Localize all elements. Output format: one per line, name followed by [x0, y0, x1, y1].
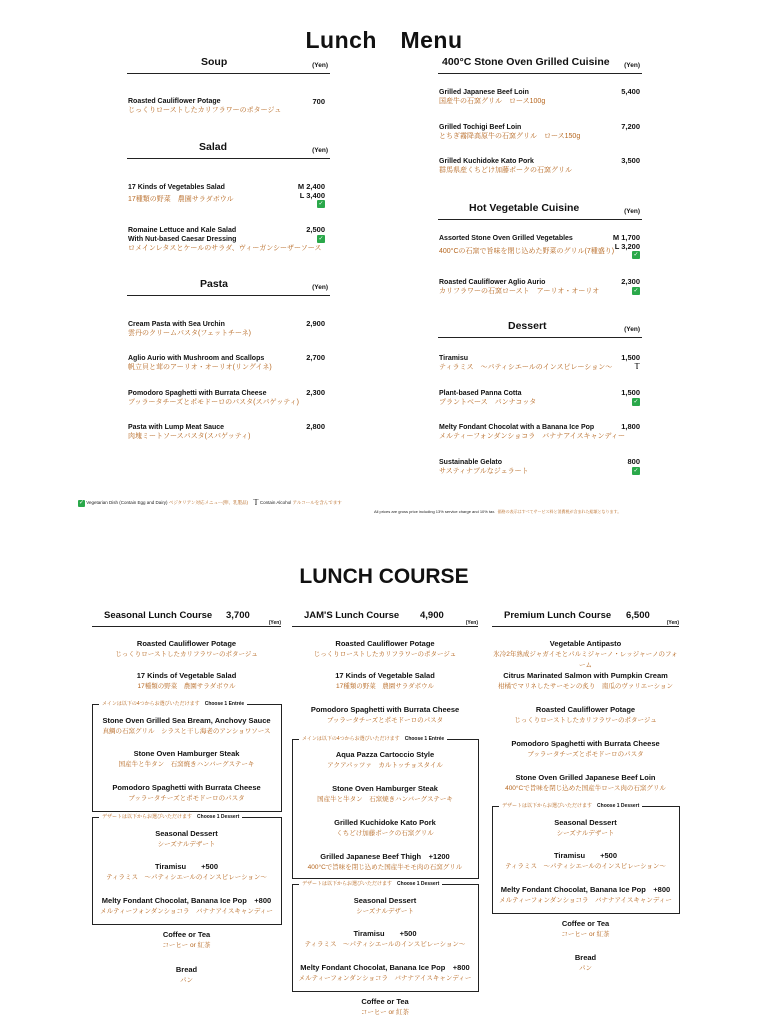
premium-course-column	[492, 606, 679, 976]
vegetarian-leaf-icon: ✓	[78, 499, 85, 506]
vegetarian-leaf-icon: ✓	[633, 398, 639, 405]
menu-price: 1,500 𝕋	[621, 353, 640, 371]
dessert-title: Dessert	[508, 320, 547, 332]
course-item: Pomodoro Spaghetti with Burrata Cheese ブッラータチーズとポモドーロのパスタ	[310, 705, 460, 724]
jams-course-header: JAM'S Lunch Course 4,900 (Yen)	[292, 606, 478, 627]
yen-label: (Yen)	[312, 62, 328, 69]
menu-price: 2,300	[306, 388, 325, 397]
menu-item: Pomodoro Spaghetti with Burrata Cheese ブッラータチーズとポモドーロのパスタ(スパゲッティ)	[128, 390, 299, 406]
premium-course-header: Premium Lunch Course 6,500 (Yen)	[492, 606, 679, 627]
course-item: Seasonal Dessert シーズナルデザート	[155, 829, 218, 848]
menu-price: M 2,400 L 3,400 ✓	[297, 182, 325, 208]
yen-label: (Yen)	[312, 284, 328, 291]
course-item: Grilled Kuchidoke Kato Pork くちどけ加藤ポークの石窯グリル	[334, 818, 436, 837]
menu-price: 5,400	[621, 87, 640, 96]
menu-item: Aglio Aurio with Mushroom and Scallops 帆立貝と茸のアーリオ・オーリオ(リングイネ)	[128, 355, 272, 371]
yen-label: (Yen)	[624, 208, 640, 215]
course-item: 17 Kinds of Vegetable Salad 17種類の野菜 農園サラダボウル	[136, 671, 237, 690]
course-item: Roasted Cauliflower Potage じっくりローストしたカリフラワーのポタージュ	[115, 639, 258, 658]
course-item: Seasonal Dessert シーズナルデザート	[353, 896, 417, 915]
vegetarian-leaf-icon: ✓	[633, 287, 639, 294]
course-item: Tiramisu +500 ティラミス ～パティシエールのインスピレーション～	[106, 862, 267, 881]
menu-price: M 1,700 L 3,200 ✓	[612, 233, 640, 259]
menu-item: Tiramisu ティラミス ～パティシエールのインスピレーション～	[439, 355, 613, 371]
menu-price: 7,200	[621, 122, 640, 131]
menu-price: 2,900	[306, 319, 325, 328]
vegetarian-leaf-icon: ✓	[633, 467, 639, 474]
course-item: Melty Fondant Chocolat, Banana Ice Pop +800 メルティーフォンダンショコラ バナナアイスキャンディー	[499, 885, 672, 904]
menu-item: Plant-based Panna Cotta プラントベース パンナコッタ	[439, 390, 537, 406]
pasta-section-header	[127, 278, 330, 296]
vegetarian-leaf-icon: ✓	[318, 235, 324, 242]
course-item: Coffee or Tea コーヒー or 紅茶	[360, 997, 410, 1016]
menu-item: Cream Pasta with Sea Urchin 雲丹のクリームパスタ(フェットチーネ)	[128, 321, 251, 337]
course-item: Tiramisu +500 ティラミス ～パティシエールのインスピレーション～	[304, 929, 466, 948]
menu-price: 700	[312, 97, 325, 106]
course-item: Roasted Cauliflower Potage じっくりローストしたカリフラワーのポタージュ	[514, 705, 657, 724]
course-item: Grilled Japanese Beef Thigh +1200 400°Cで旨味を閉じ込めた国産牛モモ肉の石窯グリル	[307, 852, 463, 871]
menu-item: Grilled Tochigi Beef Loin とちぎ霧降高原牛の石窯グリル ロース150g	[439, 124, 581, 140]
menu-item: Pasta with Lump Meat Sauce 肉塊ミートソースパスタ(スパゲッティ)	[128, 424, 251, 440]
course-item: Stone Oven Hamburger Steak 国産牛と牛タン 石窯焼きハンバーグステーキ	[317, 784, 453, 803]
course-item: Tiramisu +500 ティラミス ～パティシエールのインスピレーション～	[505, 851, 666, 870]
dessert-choice-box: デザートは以下からお選びいただけます Choose 1 Dessert	[92, 817, 282, 925]
hot-vegetable-title: Hot Vegetable Cuisine	[469, 202, 580, 214]
entree-choice-box: メインは以下の4つからお選びいただけます Choose 1 Entrée	[92, 704, 282, 812]
dessert-choice-box: デザートは以下からお選びいただけます Choose 1 Dessert	[492, 806, 680, 914]
menu-item: Roasted Cauliflower Potage じっくりローストしたカリフラワーのポタージュ	[128, 98, 282, 114]
course-item: Melty Fondant Chocolat, Banana Ice Pop +800 メルティーフォンダンショコラ バナナアイスキャンディー	[298, 963, 472, 982]
grill-section-header	[438, 56, 642, 74]
menu-item: 17 Kinds of Vegetables Salad 17種類の野菜 農園サラダボウル	[128, 184, 234, 203]
vegetarian-leaf-icon: ✓	[633, 252, 639, 259]
yen-label: (Yen)	[624, 62, 640, 69]
menu-price: 2,300 ✓	[621, 277, 640, 294]
soup-section-header	[127, 56, 330, 74]
menu-price: 3,500	[621, 156, 640, 165]
legend	[78, 499, 342, 507]
menu-price: 2,500 ✓	[306, 225, 325, 242]
salad-title: Salad	[199, 141, 228, 153]
course-item: Melty Fondant Chocolat, Banana Ice Pop +800 メルティーフォンダンショコラ バナナアイスキャンディー	[100, 896, 273, 915]
menu-item: Roasted Cauliflower Aglio Aurio カリフラワーの石窯ロースト アーリオ・オーリオ	[439, 279, 600, 295]
menu-price: 2,800	[306, 422, 325, 431]
menu-price: 2,700	[306, 353, 325, 362]
dessert-choice-box: デザートは以下からお選びいただけます Choose 1 Dessert	[292, 884, 479, 992]
hot-vegetable-section-header	[438, 202, 642, 220]
yen-label: (Yen)	[624, 326, 640, 333]
legend-alcohol-text: Contain Alcohol	[259, 500, 292, 506]
menu-price: 800 ✓	[627, 457, 640, 474]
menu-item: Sustainable Gelato サスティナブルなジェラート	[439, 459, 529, 475]
grill-title: 400°C Stone Oven Grilled Cuisine	[442, 56, 610, 68]
seasonal-course-column	[92, 606, 281, 996]
soup-title: Soup	[201, 56, 228, 68]
pasta-title: Pasta	[200, 278, 229, 290]
course-item: Citrus Marinated Salmon with Pumpkin Cream 柑橘でマリネしたサーモンの炙り 南瓜のヴァリエーション	[498, 671, 673, 690]
course-title: LUNCH COURSE	[299, 565, 469, 588]
menu-item: Romaine Lettuce and Kale Salad With Nut-based Caesar Dressing ロメインレタスとケールのサラダ、ヴィーガンシーザーソース	[128, 227, 322, 252]
course-item: Seasonal Dessert シーズナルデザート	[554, 818, 617, 837]
legend-alcohol-jp: アルコールを含んでます	[292, 500, 342, 506]
wine-glass-icon: 𝕋	[634, 361, 640, 371]
legend-veg-jp: ベジタリアン対応メニュー(卵、乳製品)	[168, 500, 248, 506]
course-item: Coffee or Tea コーヒー or 紅茶	[561, 919, 610, 938]
course-item: Vegetable Antipasto 氷冷2年熟成ジャガイモとパルミジャーノ・レッジャーノのフォーム	[493, 639, 678, 669]
course-item: Aqua Pazza Cartoccio Style アクアパッツァ カルトッチョスタイル	[327, 750, 443, 769]
course-item: Stone Oven Grilled Japanese Beef Loin 400°Cで旨味を閉じ込めた国産牛ロース肉の石窯グリル	[505, 773, 666, 792]
course-item: Pomodoro Spaghetti with Burrata Cheese ブッラータチーズとポモドーロのパスタ	[511, 739, 660, 758]
vegetarian-leaf-icon: ✓	[318, 201, 324, 208]
menu-item: Grilled Japanese Beef Loin 国産牛の石窯グリル ロース100g	[439, 89, 546, 105]
course-item: 17 Kinds of Vegetable Salad 17種類の野菜 農園サラダボウル	[335, 671, 435, 690]
page-title: Lunch Menu	[305, 27, 463, 53]
course-item: Stone Oven Grilled Sea Bream, Anchovy Sauce 真鯛の石窯グリル シラスと干し海老のアンショワソース	[102, 716, 271, 735]
dessert-section-header	[438, 320, 642, 338]
course-item: Stone Oven Hamburger Steak 国産牛と牛タン 石窯焼きハンバーグステーキ	[118, 749, 255, 768]
course-item: Bread パン	[574, 953, 597, 972]
menu-price: 1,500 ✓	[621, 388, 640, 405]
menu-item: Grilled Kuchidoke Kato Pork 群馬県産くちどけ加藤ポークの石窯グリル	[439, 158, 572, 174]
yen-label: (Yen)	[312, 147, 328, 154]
seasonal-course-header: Seasonal Lunch Course 3,700 (Yen)	[92, 606, 281, 627]
salad-section-header	[127, 141, 330, 159]
course-item: Coffee or Tea コーヒー or 紅茶	[162, 930, 211, 949]
legend-veg-text: Vegetarian Dish (Contain Egg and Dairy)	[86, 500, 168, 506]
course-item: Bread パン	[175, 965, 198, 984]
entree-choice-box: メインは以下の4つからお選びいただけます Choose 1 Entrée	[292, 739, 479, 879]
jams-course-column	[292, 606, 478, 1024]
course-item: Pomodoro Spaghetti with Burrata Cheese ブッラータチーズとポモドーロのパスタ	[112, 783, 261, 802]
price-note: All prices are gross price including 13% service charge and 10% tax. 価格の表示はすべてサービス料と消費税が含まれた総額となります。	[374, 509, 622, 514]
menu-item: Melty Fondant Chocolat with a Banana Ice Pop メルティーフォンダンショコラ バナナアイスキャンディー	[439, 424, 625, 440]
menu-price: 1,800	[621, 422, 640, 431]
course-item: Roasted Cauliflower Potage じっくりローストしたカリフラワーのポタージュ	[313, 639, 457, 658]
menu-item: Assorted Stone Oven Grilled Vegetables 400°Cの石窯で旨味を閉じ込めた野菜のグリル(7種盛り)	[439, 235, 615, 255]
wine-glass-icon: 𝕋	[252, 498, 259, 507]
